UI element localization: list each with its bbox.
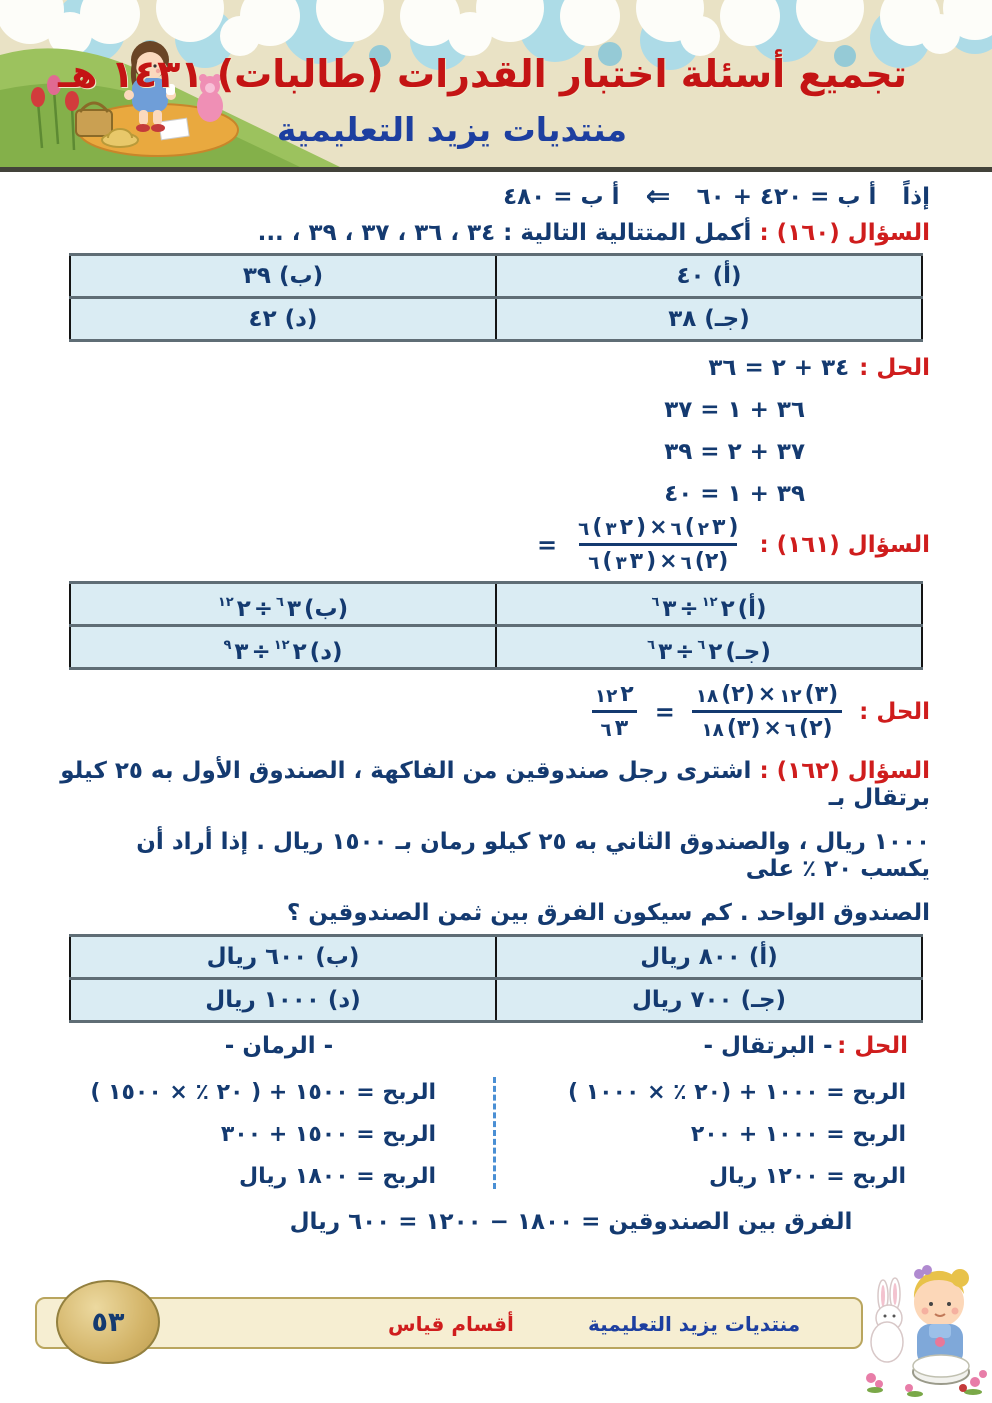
- question-160-label: السؤال (١٦٠) :: [759, 220, 930, 246]
- solution-160-line-1: [0, 355, 992, 381]
- orange-profit-line-1: الربح = ١٠٠٠ + (٢٠ ٪ × ١٠٠٠ ): [567, 1080, 906, 1105]
- question-161-label: السؤال (١٦١) :: [759, 531, 930, 558]
- implies-arrow-icon: ⇐: [645, 179, 671, 214]
- question-160: [0, 220, 992, 246]
- fraction-numerator: ١٢ ٢: [594, 682, 634, 707]
- option-b-q160: (ب) ٣٩: [70, 255, 496, 298]
- orange-profit-line-3: الربح = ١٢٠٠ ريال: [708, 1164, 906, 1189]
- fraction-denominator: ٦ ٣: [592, 710, 638, 741]
- table-row: [70, 583, 922, 626]
- page-footer: [0, 1240, 992, 1403]
- option-a-q162: (أ) ٨٠٠ ريال: [496, 936, 922, 979]
- difference-result-line: الفرق بين الصندوقين = ١٨٠٠ − ١٢٠٠ = ٦٠٠ ريال: [289, 1209, 853, 1235]
- option-b-expression: ١٢ ٢ ÷ $^٦$ ٣ (ب): [217, 595, 349, 622]
- solution-label: الحل :: [859, 698, 930, 725]
- option-d-q162: (د) ١٠٠٠ ريال: [70, 979, 496, 1022]
- intro-eq2: أ ب = ٤٨٠: [503, 184, 620, 210]
- pomegranate-profit-line-2: الربح = ١٥٠٠ + ٣٠٠: [220, 1122, 436, 1147]
- dashed-column-divider: [493, 1077, 496, 1189]
- option-d-expression: ٩ ٣ ÷ $^{١٢}$ ٢ (د): [223, 638, 343, 665]
- option-d-q160: (د) ٤٢: [70, 298, 496, 341]
- solution-160-line-3: ٣٧ + ٢ = ٣٩: [664, 439, 805, 465]
- question-162-label: السؤال (١٦٢) :: [759, 758, 930, 784]
- solution-162: [0, 1033, 992, 1235]
- intro-word: إذاً: [902, 184, 930, 210]
- solution-160-line-2: ٣٦ + ١ = ٣٧: [664, 397, 805, 423]
- equals-sign: =: [654, 697, 675, 726]
- fraction-numerator: ١٨ (٢) × ١٢ (٣): [695, 682, 839, 707]
- solution-160-line-4: ٣٩ + ١ = ٤٠: [664, 481, 805, 507]
- option-b-q162: (ب) ٦٠٠ ريال: [70, 936, 496, 979]
- option-c-q161: [496, 626, 922, 669]
- pomegranate-profit-line-1: الربح = ١٥٠٠ + ( ٢٠ ٪ × ١٥٠٠ ): [90, 1080, 436, 1105]
- pomegranate-column-header: - الرمان -: [224, 1033, 334, 1059]
- orange-column-header: - البرتقال -: [703, 1033, 833, 1059]
- question-162-line-2: ١٠٠٠ ريال ، والصندوق الثاني به ٢٥ كيلو رمان بـ ١٥٠٠ ريال . إذا أراد أن يكسب ٢٠ ٪ على: [136, 829, 930, 882]
- solution-label: الحل :: [837, 1033, 908, 1059]
- option-d-q161: [70, 626, 496, 669]
- page-number-badge: ٥٣: [56, 1280, 160, 1364]
- option-c-q160: (جـ) ٣٨: [496, 298, 922, 341]
- equals-sign: =: [537, 530, 558, 559]
- orange-profit-line-2: الربح = ١٠٠٠ + ٢٠٠: [690, 1122, 906, 1147]
- footer-site-label: منتديات يزيد التعليمية: [588, 1312, 801, 1336]
- page-title: تجميع أسئلة اختبار القدرات (طالبات) ١٤٣١ هـ: [58, 52, 907, 96]
- baby-with-bunny-illustration: [857, 1240, 992, 1400]
- solution-equation: ٣٤ + ٢ = ٣٦: [708, 355, 850, 381]
- option-b-q161: [70, 583, 496, 626]
- answer-table-q160: [69, 253, 923, 342]
- table-row: [70, 255, 922, 298]
- question-161: [0, 515, 992, 574]
- answer-table-q162: [69, 934, 923, 1023]
- solution-161-result-fraction: [586, 682, 643, 741]
- question-161-fraction: [569, 515, 747, 574]
- option-c-expression: ٦ ٣ ÷ $^٦$ ٢ (جـ): [647, 638, 771, 665]
- answer-table-q161: [69, 581, 923, 670]
- fraction-numerator: ٦ ( ٣ ٢ ) × ٦ ( ٢ ٣ ): [578, 515, 739, 540]
- orange-column: [496, 1033, 930, 1189]
- option-a-q160: (أ) ٤٠: [496, 255, 922, 298]
- intro-equation-line: [0, 179, 992, 214]
- question-162-line-3: الصندوق الواحد . كم سيكون الفرق بين ثمن الصندوقين ؟: [286, 900, 930, 926]
- table-row: [70, 979, 922, 1022]
- option-a-q161: [496, 583, 922, 626]
- pomegranate-column: [62, 1033, 496, 1189]
- table-row: [70, 936, 922, 979]
- header-banner: [0, 0, 992, 172]
- solution-161-fraction: [687, 682, 847, 741]
- page-subtitle: منتديات يزيد التعليمية: [276, 110, 627, 149]
- fraction-denominator: ١٨ (٣) × ٦ (٢): [692, 710, 841, 741]
- solution-label: الحل :: [859, 355, 930, 381]
- solution-162-columns: [62, 1033, 930, 1189]
- table-row: [70, 626, 922, 669]
- question-160-text: أكمل المتتالية التالية : ٣٤ ، ٣٦ ، ٣٧ ، ٣٩ ، ...: [257, 220, 752, 246]
- document-body: [0, 179, 992, 1235]
- intro-eq1: أ ب = ٤٢٠ + ٦٠: [696, 184, 877, 210]
- fraction-denominator: ٦ ( ٣ ٣ ) × ٦ (٢): [579, 543, 737, 574]
- pomegranate-profit-line-3: الربح = ١٨٠٠ ريال: [238, 1164, 436, 1189]
- question-162-text: اشترى رجل صندوقين من الفاكهة ، الصندوق الأول به ٢٥ كيلو برتقال بـ: [60, 758, 930, 811]
- option-a-expression: ٦ ٣ ÷ $^{١٢}$ ٢ (أ): [651, 595, 767, 622]
- question-162-line-1: [0, 758, 992, 812]
- footer-qiyas-label: أقسام قياس: [388, 1312, 514, 1336]
- table-row: [70, 298, 922, 341]
- solution-161: [0, 682, 992, 741]
- option-c-q162: (جـ) ٧٠٠ ريال: [496, 979, 922, 1022]
